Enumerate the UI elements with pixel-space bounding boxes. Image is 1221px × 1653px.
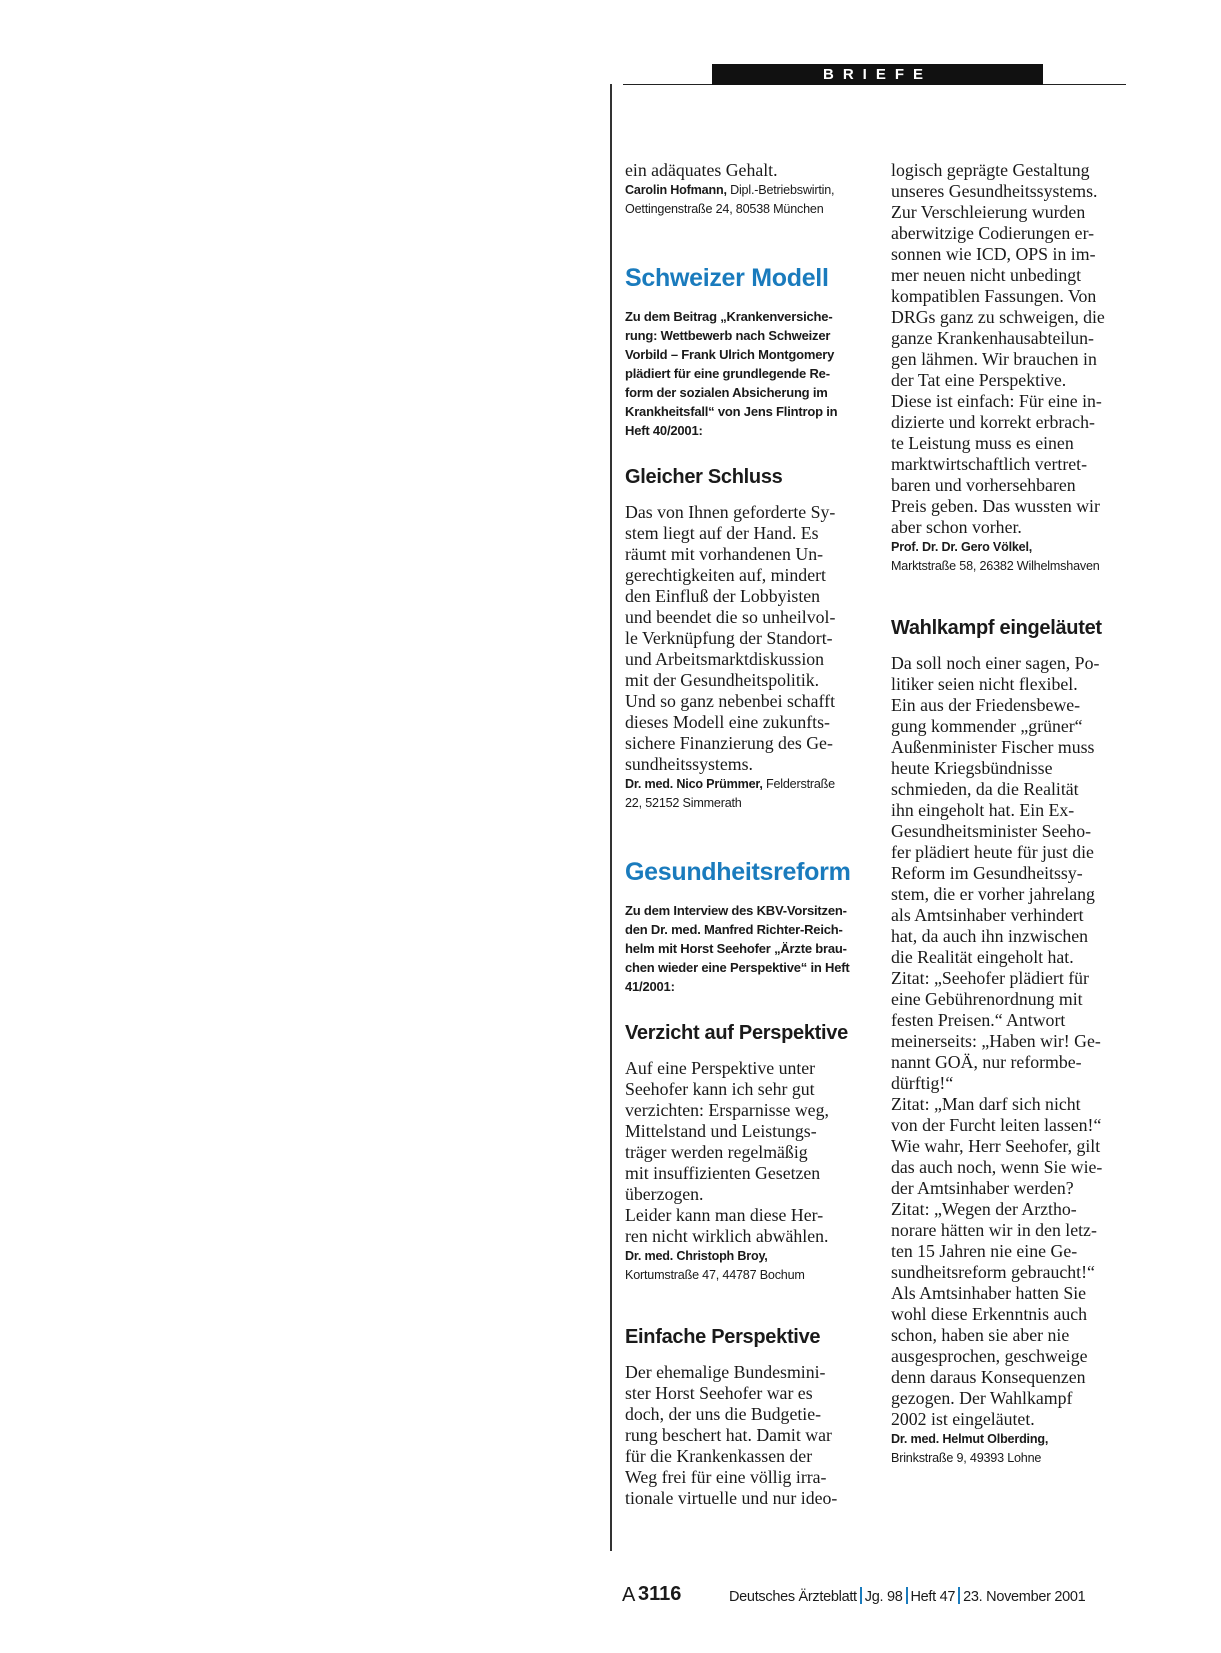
issue: Heft 47 xyxy=(910,1589,956,1605)
column-rule xyxy=(610,84,612,1551)
article-reference: Zu dem Beitrag „Krankenversiche- rung: Wettbewerb nach Schweizer Vorbild – Frank Ulrich Montgomery plädiert für eine grundlegende Re- form der sozialen Absicherung im Krankheitsfall“ von Jens Flintrop in Heft 40/2001: xyxy=(625,309,838,438)
issue-date: 23. November 2001 xyxy=(963,1589,1086,1605)
footer-separator xyxy=(906,1587,908,1604)
signature-address: Dipl.-Betriebswirtin, Oettingenstraße 24, 80538 München xyxy=(625,183,835,216)
article-reference: Zu dem Interview des KBV-Vorsitzen- den Dr. med. Manfred Richter-Reich- helm mit Horst Seehofer „Ärzte brau- chen wieder eine Perspektive“ in Heft 41/2001: xyxy=(625,903,850,994)
signature-address: Marktstraße 58, 26382 Wilhelmshaven xyxy=(891,559,1100,573)
letter-body-continued: logisch geprägte Gestaltung unseres Gesundheitssystems. Zur Verschleierung wurden aberwitzige Codierungen er- sonnen wie ICD, OPS in im- mer neuen nicht unbedingt kompatiblen Fassungen. Von DRGs ganz zu schweigen, die ganze Krankenhausabteilun- gen lähmen. Wir brauchen in der Tat eine Perspektive. Diese ist einfach: Für eine in- dizierte und korrekt erbrach- te Leistung muss es einen marktwirtschaftlich vertret- baren und vorhersehbaren Preis geben. Das wussten wir aber schon vorher. xyxy=(891,160,1105,537)
letter-body: Da soll noch einer sagen, Po- litiker seien nicht flexibel. Ein aus der Friedensbewe- gung kommender „grüner“ Außenminister Fischer muss heute Kriegsbündnisse schmieden, da die Realität ihn eingeholt hat. Ein Ex- Gesundheitsminister Seeho- fer plädiert heute für just die Reform im Gesundheitssy- stem, die er vorher jahrelang als Amtsinhaber verhindert hat, da auch ihn inzwischen die Realität eingeholt hat. Zitat: „Seehofer plädiert für eine Gebührenordnung mit festen Preisen.“ Antwort meinerseits: „Haben wir! Ge- nannt GOÄ, nur reformbe- dürftig!“ Zitat: „Man darf sich nicht von der Furcht leiten lassen!“ Wie wahr, Herr Seehofer, gilt das auch noch, wenn Sie wie- der Amtsinhaber werden? Zitat: „Wegen der Arztho- norare hätten wir in den letz- ten 15 Jahren nie eine Ge- sundheitsreform gebraucht!“ Als Amtsinhaber hatten Sie wohl diese Erkenntnis auch schon, haben sie aber nie ausgesprochen, geschweige denn daraus Konsequenzen gezogen. Der Wahlkampf 2002 ist eingeläutet. xyxy=(891,653,1103,1429)
volume: Jg. 98 xyxy=(864,1589,903,1605)
signature-name: Carolin Hofmann, xyxy=(625,183,727,197)
journal-info xyxy=(729,1587,1085,1605)
page-prefix: A xyxy=(622,1584,636,1606)
right-column xyxy=(891,160,1135,1468)
letter-headline: Einfache Perspektive xyxy=(625,1326,821,1348)
signature-name: Prof. Dr. Dr. Gero Völkel, xyxy=(891,540,1033,554)
signature-name: Dr. med. Nico Prümmer, xyxy=(625,777,763,791)
letter-headline: Wahlkampf eingeläutet xyxy=(891,617,1102,639)
signature-address: Felderstraße 22, 52152 Simmerath xyxy=(625,777,835,810)
signature-address: Brinkstraße 9, 49393 Lohne xyxy=(891,1451,1042,1465)
signature-name: Dr. med. Helmut Olberding, xyxy=(891,1432,1049,1446)
footer-separator xyxy=(958,1587,960,1604)
page-footer xyxy=(622,1583,1132,1611)
page-number: 3116 xyxy=(638,1583,682,1605)
footer-separator xyxy=(860,1587,862,1604)
letter-body: Auf eine Perspektive unter Seehofer kann ich sehr gut verzichten: Ersparnisse weg, Mittelstand und Leistungs- träger werden regelmäßig mit insuffizienten Gesetzen überzogen. Leider kann man diese Her- ren nicht wirklich abwählen. xyxy=(625,1058,829,1246)
letter-body: Das von Ihnen geforderte Sy- stem liegt auf der Hand. Es räumt mit vorhandenen Un- gerechtigkeiten auf, mindert den Einfluß der Lobbyisten und beendet die so unheilvol- le Verknüpfung der Standort- und Arbeitsmarktdiskussion mit der Gesundheitspolitik. Und so ganz nebenbei schafft dieses Modell eine zukunfts- sichere Finanzierung des Ge- sundheitssystems. xyxy=(625,502,836,774)
section-label: BRIEFE xyxy=(712,64,1043,85)
signature xyxy=(625,1247,869,1285)
journal-name: Deutsches Ärzteblatt xyxy=(729,1589,857,1605)
letter-headline: Gleicher Schluss xyxy=(625,466,783,488)
signature-address: Kortumstraße 47, 44787 Bochum xyxy=(625,1268,805,1282)
signature xyxy=(625,181,869,219)
letter-body: Der ehemalige Bundesmini- ster Horst Seehofer war es doch, der uns die Budgetie- rung beschert hat. Damit war für die Krankenkassen der Weg frei für eine völlig irra- tionale virtuelle und nur ideo- xyxy=(625,1362,838,1508)
signature xyxy=(891,538,1135,576)
signature xyxy=(891,1430,1135,1468)
opening-text: ein adäquates Gehalt. xyxy=(625,160,778,180)
section-title: Schweizer Modell xyxy=(625,264,829,292)
signature-name: Dr. med. Christoph Broy, xyxy=(625,1249,768,1263)
section-title: Gesundheitsreform xyxy=(625,858,851,886)
left-column xyxy=(625,160,869,1509)
letter-headline: Verzicht auf Perspektive xyxy=(625,1022,848,1044)
signature xyxy=(625,775,869,813)
